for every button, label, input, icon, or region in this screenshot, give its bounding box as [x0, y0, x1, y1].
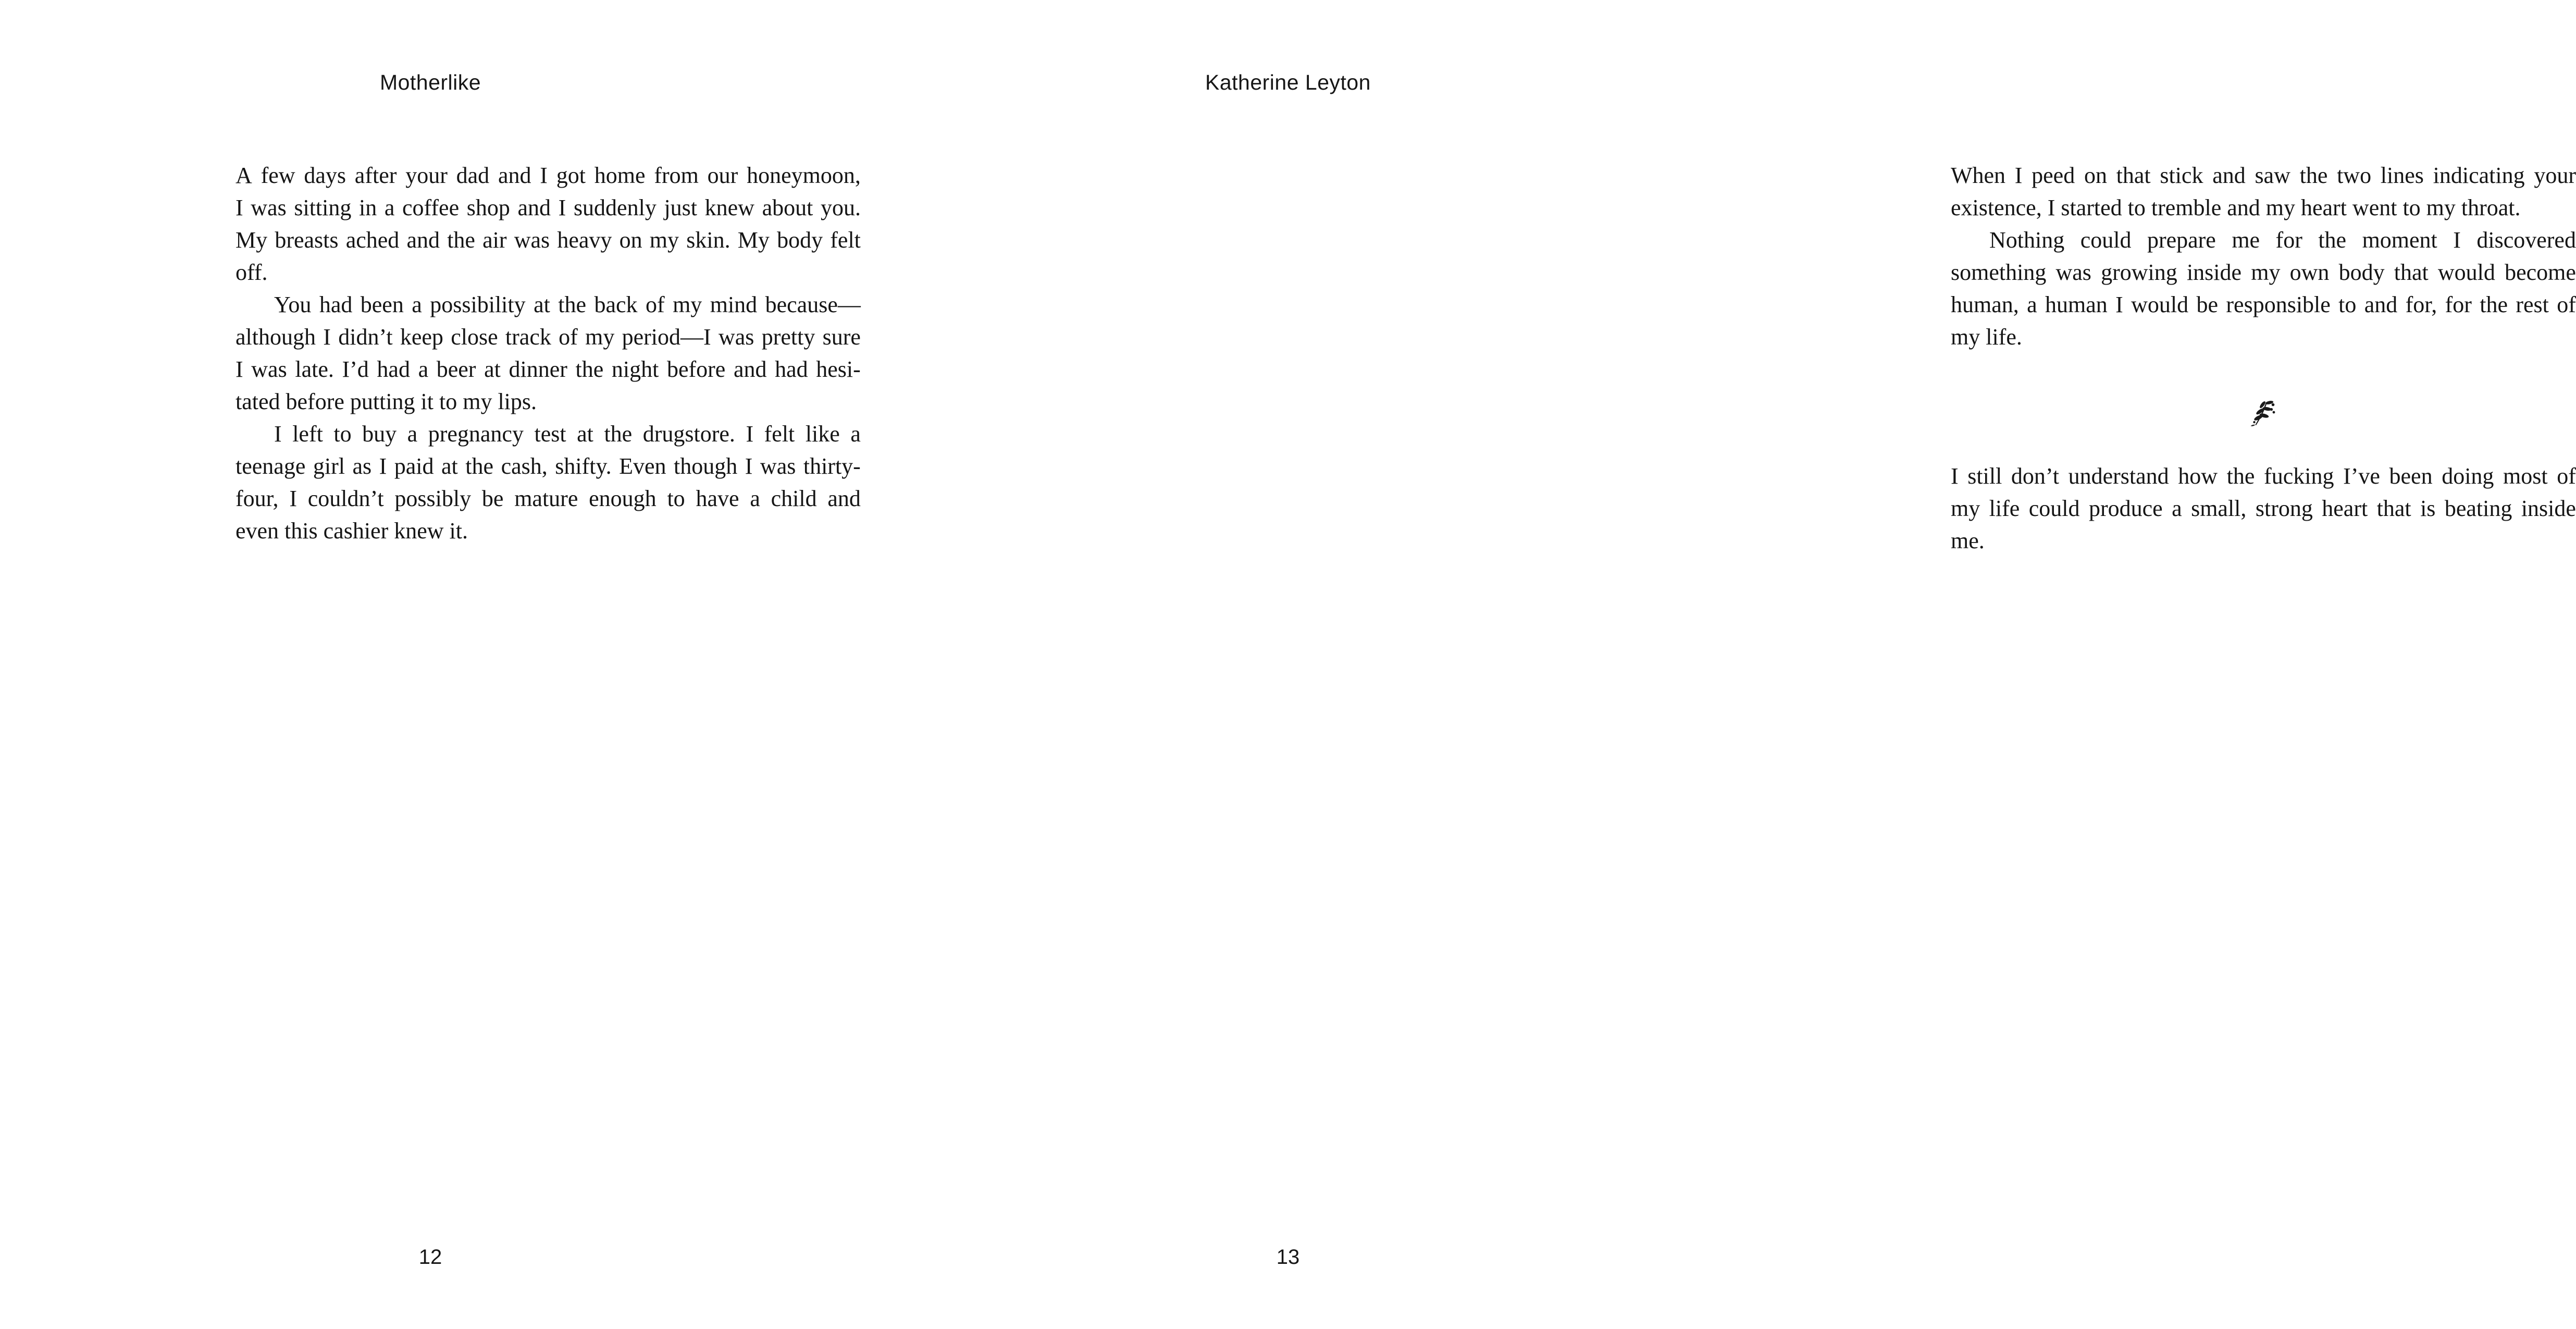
text-line: You had been a possibility at the back of my mind because— — [274, 292, 861, 317]
text-line: my life. — [1951, 324, 2022, 350]
text-block-right — [1951, 159, 2576, 557]
paragraph — [236, 418, 861, 547]
text-line: I was sitting in a coffee shop and I suddenly just knew about you. — [236, 195, 861, 220]
running-header-author: Katherine Leyton — [1205, 70, 1371, 94]
text-line: human, a human I would be responsible to and for, for the rest of — [1951, 292, 2576, 317]
text-line: existence, I started to tremble and my heart went to my throat. — [1951, 195, 2521, 220]
text-line: I still don’t understand how the fucking I’ve been doing most of — [1951, 463, 2576, 489]
text-line: even this cashier knew it. — [236, 518, 468, 544]
text-line: Nothing could prepare me for the moment I discovered — [1989, 227, 2576, 253]
text-line: although I didn’t keep close track of my period—I was pretty sure — [236, 324, 861, 350]
paragraph — [236, 159, 861, 289]
text-line: something was growing inside my own body that would become — [1951, 260, 2576, 285]
text-line: teenage girl as I paid at the cash, shifty. Even though I was thirty- — [236, 453, 861, 479]
text-line: off. — [236, 260, 268, 285]
paragraph — [236, 289, 861, 418]
paragraph — [1951, 159, 2576, 224]
text-line: me. — [1951, 528, 1985, 553]
text-line: four, I couldn’t possibly be mature enough to have a child and — [236, 486, 861, 511]
running-header-book-title: Motherlike — [379, 70, 481, 94]
text-line: my life could produce a small, strong heart that is beating inside — [1951, 496, 2576, 521]
page-number-right: 13 — [1276, 1246, 1300, 1269]
text-line: My breasts ached and the air was heavy on my skin. My body felt — [236, 227, 861, 253]
page-number-left: 12 — [418, 1246, 442, 1269]
paragraph — [1951, 224, 2576, 353]
leaf-sprig-ornament-icon — [1951, 398, 2576, 427]
text-line: When I peed on that stick and saw the two lines indicating your — [1951, 163, 2576, 188]
text-line: I was late. I’d had a beer at dinner the night before and had hesi- — [236, 356, 861, 382]
text-block-left — [236, 159, 861, 547]
text-line: I left to buy a pregnancy test at the drugstore. I felt like a — [274, 421, 861, 447]
text-line: tated before putting it to my lips. — [236, 389, 537, 414]
paragraph — [1951, 460, 2576, 557]
text-line: A few days after your dad and I got home from our honeymoon, — [236, 163, 861, 188]
